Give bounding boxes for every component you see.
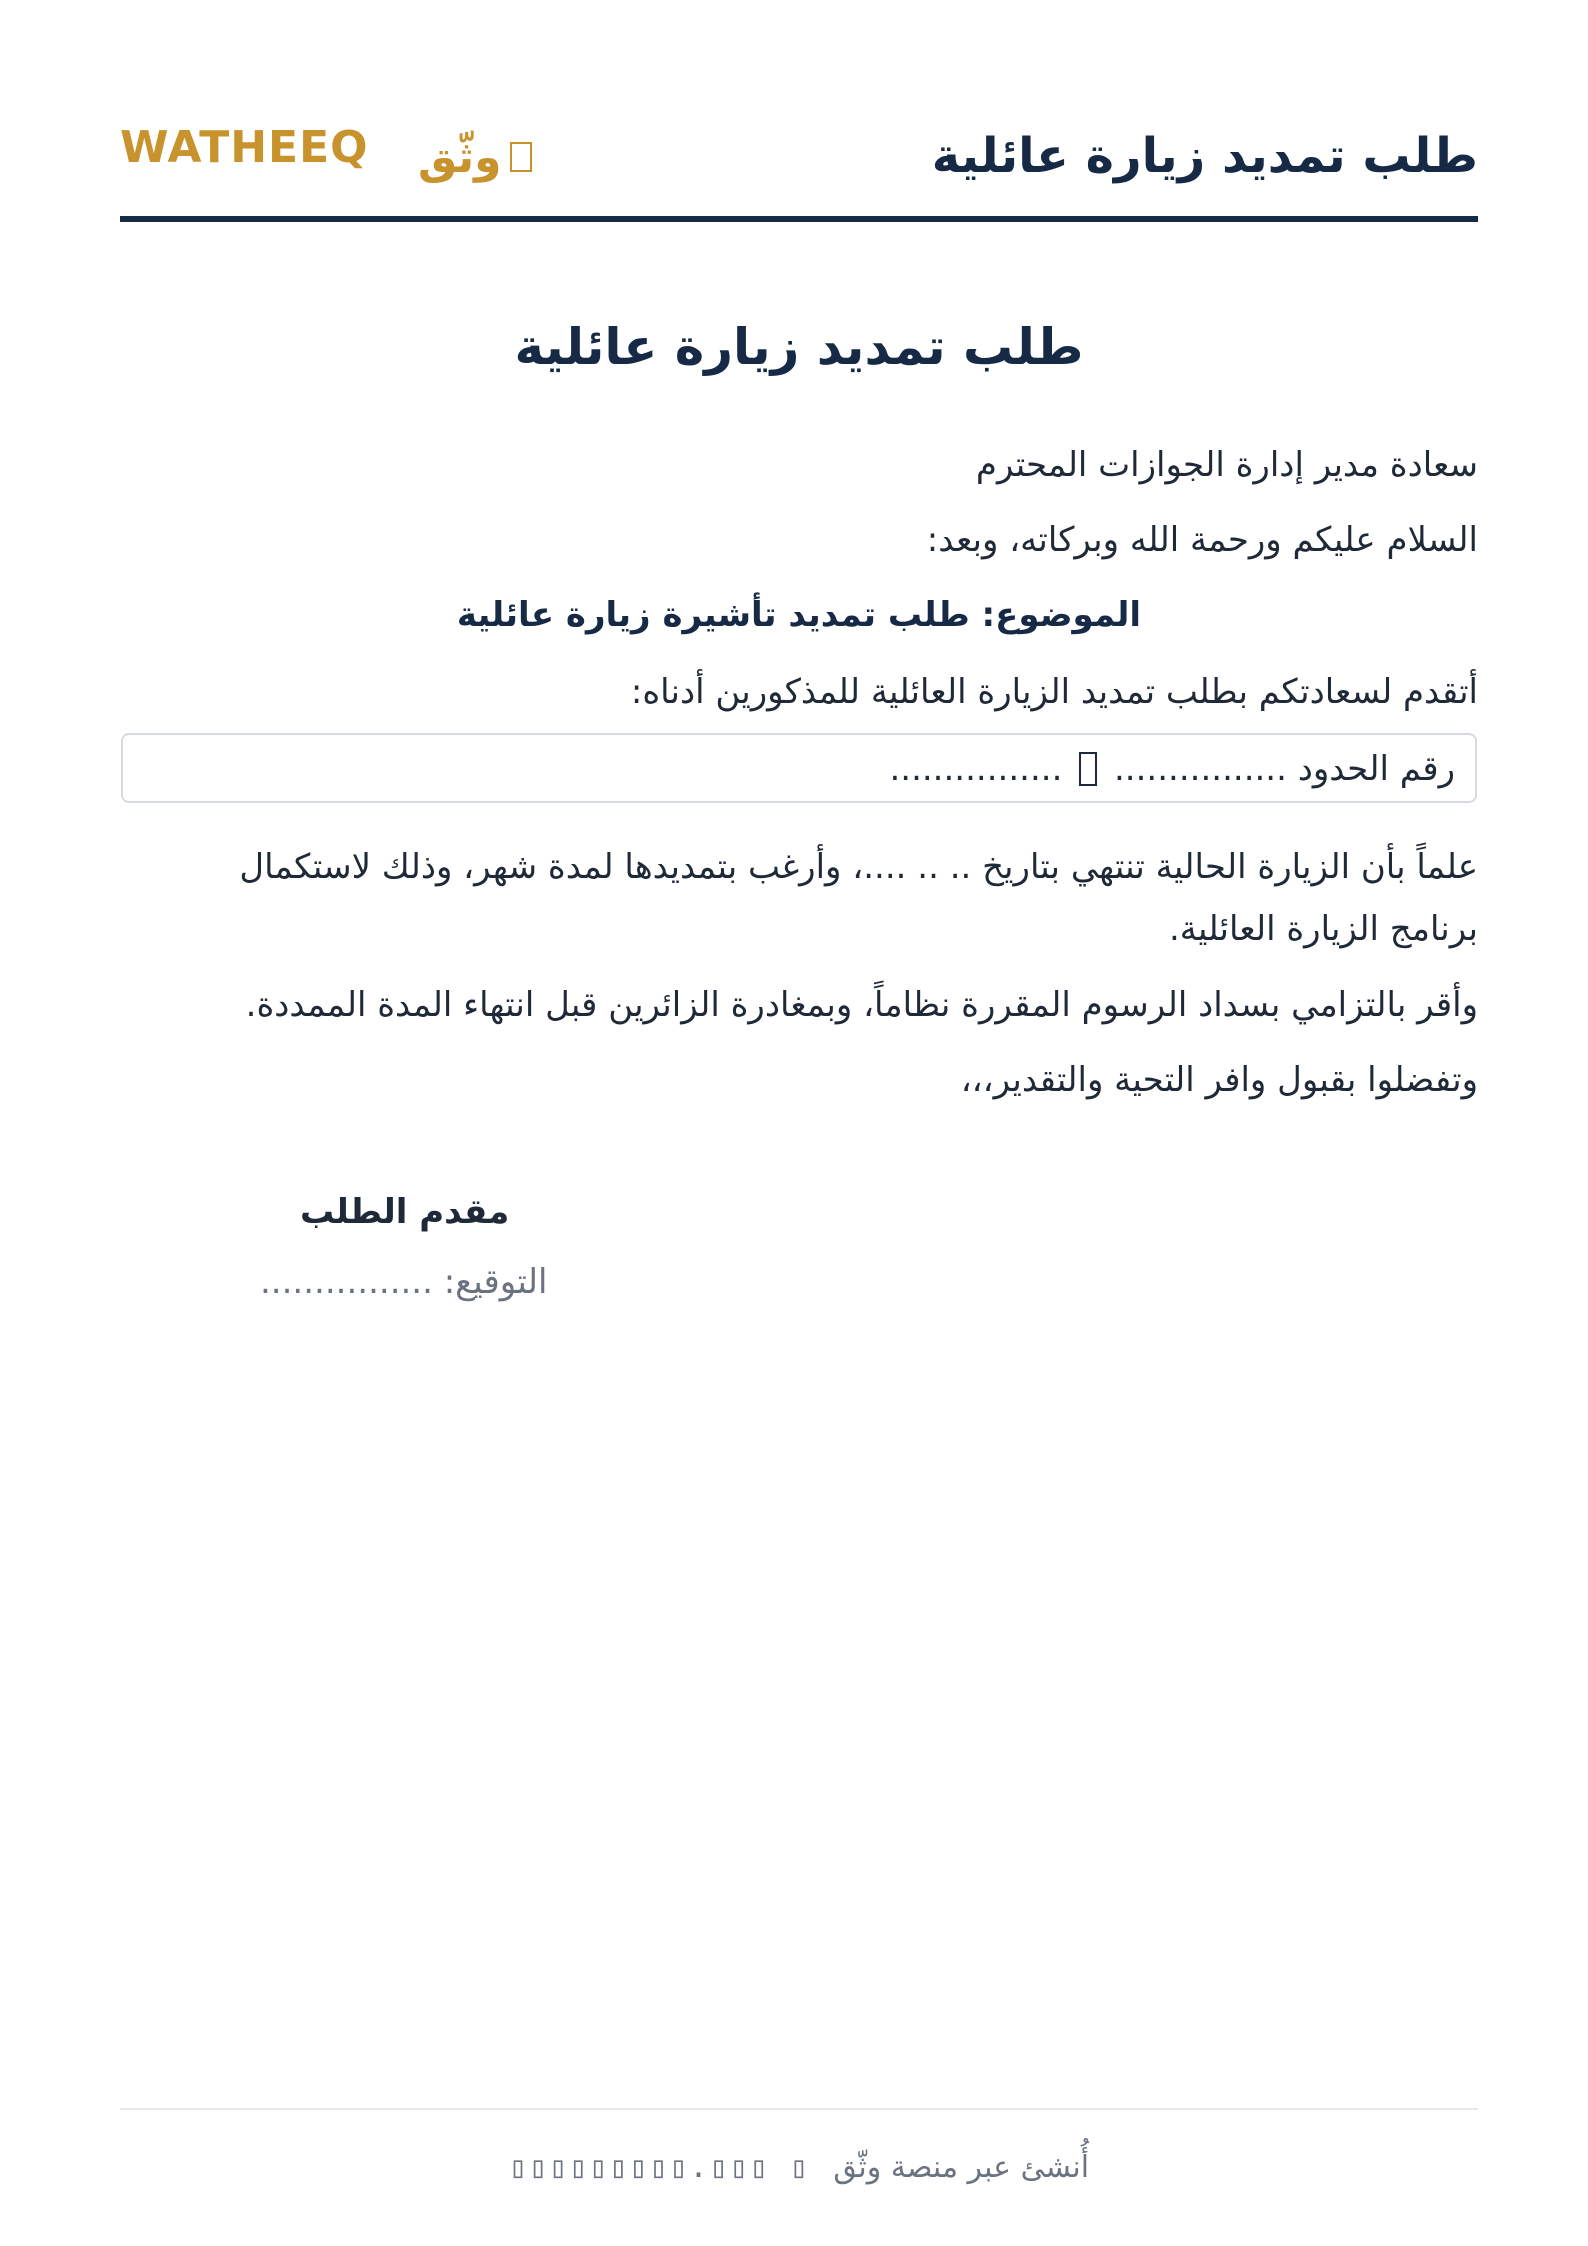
greeting: السلام عليكم ورحمة الله وبركاته، وبعد:	[926, 520, 1478, 560]
footer-text: أُنشئ عبر منصة وثّق	[833, 2150, 1090, 2185]
header-title: طلب تمديد زيارة عائلية	[931, 128, 1478, 184]
brand-latin-name: WATHEEQ	[120, 122, 369, 173]
brand-mark-icon	[510, 142, 532, 172]
paragraph-commitment: وأقر بالتزامي بسداد الرسوم المقررة نظاماً، وبمغادرة الزائرين قبل انتهاء المدة الممددة.	[245, 985, 1478, 1025]
signature-line: التوقيع: ................	[260, 1262, 548, 1302]
document-title: طلب تمديد زيارة عائلية	[514, 318, 1084, 376]
border-number-row	[889, 749, 1455, 789]
border-number-label: رقم الحدود ................	[1114, 749, 1455, 789]
brand-arabic-name: وثّق	[418, 132, 502, 183]
page-header	[120, 108, 1478, 218]
border-number-value: ................	[889, 749, 1063, 789]
border-number-box	[121, 733, 1477, 803]
footer-divider	[120, 2108, 1478, 2110]
header-divider	[120, 216, 1478, 222]
paragraph-visit-expiry: علماً بأن الزيارة الحالية تنتهي بتاريخ .. .. ....، وأرغب بتمديدها لمدة شهر، وذلك لاستكمال برنامج الزيارة العائلية.	[239, 847, 1478, 949]
page-footer	[120, 2150, 1478, 2185]
intro-text: أتقدم لسعادتكم بطلب تمديد الزيارة العائلية للمذكورين أدناه:	[630, 672, 1478, 712]
closing-text: وتفضلوا بقبول وافر التحية والتقدير،،،	[960, 1060, 1478, 1100]
applicant-label: مقدم الطلب	[300, 1192, 510, 1232]
subject-line	[120, 595, 1478, 635]
brand-logo	[120, 118, 540, 183]
footer-code: ▯ ▯▯▯.▯▯▯▯▯▯▯▯▯	[508, 2150, 810, 2185]
salutation: سعادة مدير إدارة الجوازات المحترم	[975, 445, 1478, 485]
missing-glyph-icon	[1079, 752, 1097, 786]
subject-text: الموضوع: طلب تمديد تأشيرة زيارة عائلية	[456, 595, 1142, 635]
